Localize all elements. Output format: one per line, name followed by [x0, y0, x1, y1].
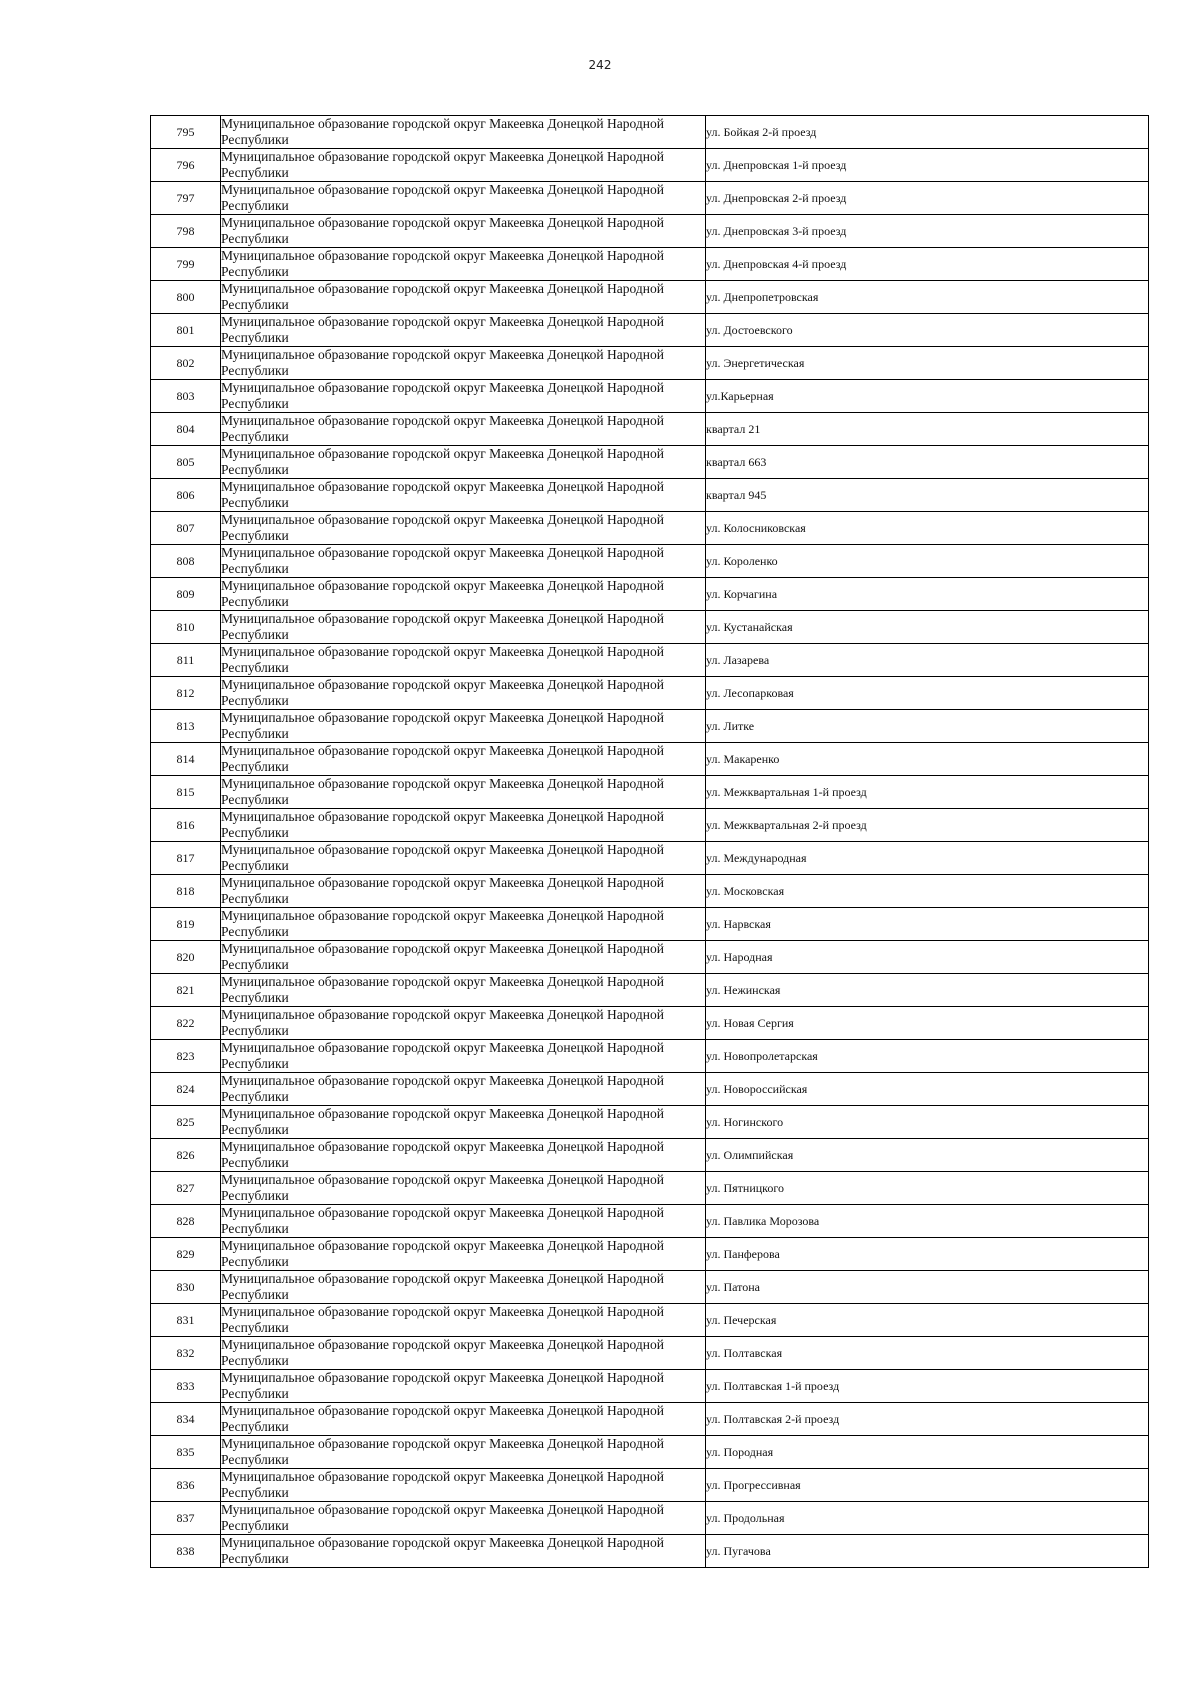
municipality-cell: Муниципальное образование городской округ Макеевка Донецкой Народной Республики	[221, 215, 706, 248]
row-number: 801	[151, 314, 221, 347]
row-number: 833	[151, 1370, 221, 1403]
table-row	[151, 908, 1149, 941]
municipality-cell: Муниципальное образование городской округ Макеевка Донецкой Народной Республики	[221, 314, 706, 347]
municipality-cell: Муниципальное образование городской округ Макеевка Донецкой Народной Республики	[221, 644, 706, 677]
row-number: 834	[151, 1403, 221, 1436]
table-row	[151, 1139, 1149, 1172]
table-row	[151, 578, 1149, 611]
municipality-cell: Муниципальное образование городской округ Макеевка Донецкой Народной Республики	[221, 182, 706, 215]
table-row	[151, 644, 1149, 677]
table-row	[151, 809, 1149, 842]
row-number: 822	[151, 1007, 221, 1040]
row-number: 831	[151, 1304, 221, 1337]
municipality-cell: Муниципальное образование городской округ Макеевка Донецкой Народной Республики	[221, 1007, 706, 1040]
street-cell: квартал 945	[706, 479, 1149, 512]
municipality-cell: Муниципальное образование городской округ Макеевка Донецкой Народной Республики	[221, 1370, 706, 1403]
municipality-cell: Муниципальное образование городской округ Макеевка Донецкой Народной Республики	[221, 941, 706, 974]
row-number: 815	[151, 776, 221, 809]
row-number: 807	[151, 512, 221, 545]
row-number: 817	[151, 842, 221, 875]
row-number: 819	[151, 908, 221, 941]
row-number: 797	[151, 182, 221, 215]
table-row	[151, 1172, 1149, 1205]
street-cell: ул. Международная	[706, 842, 1149, 875]
municipality-cell: Муниципальное образование городской округ Макеевка Донецкой Народной Республики	[221, 1073, 706, 1106]
street-cell: ул. Новороссийская	[706, 1073, 1149, 1106]
street-cell: ул.Карьерная	[706, 380, 1149, 413]
table-row	[151, 1205, 1149, 1238]
street-cell: ул. Корчагина	[706, 578, 1149, 611]
row-number: 838	[151, 1535, 221, 1568]
row-number: 814	[151, 743, 221, 776]
table-row	[151, 875, 1149, 908]
street-cell: квартал 663	[706, 446, 1149, 479]
table-row	[151, 215, 1149, 248]
table-row	[151, 281, 1149, 314]
row-number: 799	[151, 248, 221, 281]
street-cell: ул. Днепровская 2-й проезд	[706, 182, 1149, 215]
municipality-cell: Муниципальное образование городской округ Макеевка Донецкой Народной Республики	[221, 446, 706, 479]
table-row	[151, 1535, 1149, 1568]
street-cell: ул. Пугачова	[706, 1535, 1149, 1568]
table-row	[151, 611, 1149, 644]
row-number: 826	[151, 1139, 221, 1172]
row-number: 811	[151, 644, 221, 677]
municipality-cell: Муниципальное образование городской округ Макеевка Донецкой Народной Республики	[221, 149, 706, 182]
municipality-cell: Муниципальное образование городской округ Макеевка Донецкой Народной Республики	[221, 1205, 706, 1238]
municipality-cell: Муниципальное образование городской округ Макеевка Донецкой Народной Республики	[221, 908, 706, 941]
street-cell: ул. Лесопарковая	[706, 677, 1149, 710]
street-cell: ул. Достоевского	[706, 314, 1149, 347]
row-number: 809	[151, 578, 221, 611]
row-number: 825	[151, 1106, 221, 1139]
table-row	[151, 149, 1149, 182]
street-cell: ул. Полтавская	[706, 1337, 1149, 1370]
table-row	[151, 446, 1149, 479]
street-cell: ул. Нарвская	[706, 908, 1149, 941]
street-cell: ул. Народная	[706, 941, 1149, 974]
table-row	[151, 1337, 1149, 1370]
table-row	[151, 1073, 1149, 1106]
table-row	[151, 710, 1149, 743]
municipality-cell: Муниципальное образование городской округ Макеевка Донецкой Народной Республики	[221, 974, 706, 1007]
row-number: 824	[151, 1073, 221, 1106]
row-number: 812	[151, 677, 221, 710]
row-number: 813	[151, 710, 221, 743]
street-cell: ул. Лазарева	[706, 644, 1149, 677]
street-cell: ул. Пятницкого	[706, 1172, 1149, 1205]
street-cell: ул. Нежинская	[706, 974, 1149, 1007]
table-row	[151, 1040, 1149, 1073]
street-cell: ул. Литке	[706, 710, 1149, 743]
municipality-cell: Муниципальное образование городской округ Макеевка Донецкой Народной Республики	[221, 248, 706, 281]
street-cell: ул. Полтавская 2-й проезд	[706, 1403, 1149, 1436]
row-number: 816	[151, 809, 221, 842]
municipality-cell: Муниципальное образование городской округ Макеевка Донецкой Народной Республики	[221, 1172, 706, 1205]
row-number: 821	[151, 974, 221, 1007]
municipality-cell: Муниципальное образование городской округ Макеевка Донецкой Народной Республики	[221, 1271, 706, 1304]
municipality-cell: Муниципальное образование городской округ Макеевка Донецкой Народной Республики	[221, 743, 706, 776]
table-row	[151, 1370, 1149, 1403]
street-cell: ул. Энергетическая	[706, 347, 1149, 380]
street-cell: ул. Павлика Морозова	[706, 1205, 1149, 1238]
municipality-cell: Муниципальное образование городской округ Макеевка Донецкой Народной Республики	[221, 1502, 706, 1535]
street-cell: ул. Днепровская 4-й проезд	[706, 248, 1149, 281]
municipality-cell: Муниципальное образование городской округ Макеевка Донецкой Народной Республики	[221, 281, 706, 314]
street-cell: ул. Московская	[706, 875, 1149, 908]
table-row	[151, 116, 1149, 149]
table-row	[151, 314, 1149, 347]
row-number: 810	[151, 611, 221, 644]
street-cell: ул. Олимпийская	[706, 1139, 1149, 1172]
row-number: 804	[151, 413, 221, 446]
table-row	[151, 1106, 1149, 1139]
street-cell: ул. Днепровская 3-й проезд	[706, 215, 1149, 248]
table-row	[151, 776, 1149, 809]
row-number: 806	[151, 479, 221, 512]
table-row	[151, 248, 1149, 281]
table-row	[151, 1502, 1149, 1535]
table-row	[151, 413, 1149, 446]
table-row	[151, 512, 1149, 545]
municipality-cell: Муниципальное образование городской округ Макеевка Донецкой Народной Республики	[221, 1304, 706, 1337]
street-cell: ул. Печерская	[706, 1304, 1149, 1337]
table-row	[151, 1469, 1149, 1502]
municipality-cell: Муниципальное образование городской округ Макеевка Донецкой Народной Республики	[221, 677, 706, 710]
municipality-cell: Муниципальное образование городской округ Макеевка Донецкой Народной Республики	[221, 611, 706, 644]
municipality-cell: Муниципальное образование городской округ Макеевка Донецкой Народной Республики	[221, 1337, 706, 1370]
street-cell: ул. Бойкая 2-й проезд	[706, 116, 1149, 149]
page-number: 242	[588, 58, 612, 72]
row-number: 800	[151, 281, 221, 314]
municipality-cell: Муниципальное образование городской округ Макеевка Донецкой Народной Республики	[221, 116, 706, 149]
row-number: 835	[151, 1436, 221, 1469]
table-row	[151, 1271, 1149, 1304]
municipality-cell: Муниципальное образование городской округ Макеевка Донецкой Народной Республики	[221, 710, 706, 743]
street-registry-table	[150, 115, 1149, 1568]
row-number: 818	[151, 875, 221, 908]
street-cell: ул. Межквартальная 1-й проезд	[706, 776, 1149, 809]
municipality-cell: Муниципальное образование городской округ Макеевка Донецкой Народной Республики	[221, 380, 706, 413]
row-number: 798	[151, 215, 221, 248]
row-number: 837	[151, 1502, 221, 1535]
row-number: 808	[151, 545, 221, 578]
table-body	[151, 116, 1149, 1568]
table-row	[151, 380, 1149, 413]
table-row	[151, 677, 1149, 710]
row-number: 832	[151, 1337, 221, 1370]
row-number: 829	[151, 1238, 221, 1271]
street-cell: ул. Новая Сергия	[706, 1007, 1149, 1040]
row-number: 836	[151, 1469, 221, 1502]
row-number: 803	[151, 380, 221, 413]
municipality-cell: Муниципальное образование городской округ Макеевка Донецкой Народной Республики	[221, 1403, 706, 1436]
municipality-cell: Муниципальное образование городской округ Макеевка Донецкой Народной Республики	[221, 413, 706, 446]
row-number: 827	[151, 1172, 221, 1205]
row-number: 830	[151, 1271, 221, 1304]
street-cell: ул. Продольная	[706, 1502, 1149, 1535]
municipality-cell: Муниципальное образование городской округ Макеевка Донецкой Народной Республики	[221, 1139, 706, 1172]
table-row	[151, 941, 1149, 974]
row-number: 795	[151, 116, 221, 149]
table-row	[151, 1238, 1149, 1271]
municipality-cell: Муниципальное образование городской округ Макеевка Донецкой Народной Республики	[221, 1436, 706, 1469]
street-cell: ул. Панферова	[706, 1238, 1149, 1271]
street-cell: ул. Межквартальная 2-й проезд	[706, 809, 1149, 842]
municipality-cell: Муниципальное образование городской округ Макеевка Донецкой Народной Республики	[221, 347, 706, 380]
street-cell: ул. Породная	[706, 1436, 1149, 1469]
table-row	[151, 743, 1149, 776]
table-row	[151, 545, 1149, 578]
row-number: 823	[151, 1040, 221, 1073]
street-cell: квартал 21	[706, 413, 1149, 446]
municipality-cell: Муниципальное образование городской округ Макеевка Донецкой Народной Республики	[221, 809, 706, 842]
row-number: 820	[151, 941, 221, 974]
table-row	[151, 182, 1149, 215]
table-row	[151, 842, 1149, 875]
street-cell: ул. Прогрессивная	[706, 1469, 1149, 1502]
street-cell: ул. Макаренко	[706, 743, 1149, 776]
municipality-cell: Муниципальное образование городской округ Макеевка Донецкой Народной Республики	[221, 1469, 706, 1502]
street-cell: ул. Колосниковская	[706, 512, 1149, 545]
street-cell: ул. Днепровская 1-й проезд	[706, 149, 1149, 182]
table-row	[151, 1403, 1149, 1436]
street-cell: ул. Новопролетарская	[706, 1040, 1149, 1073]
row-number: 796	[151, 149, 221, 182]
municipality-cell: Муниципальное образование городской округ Макеевка Донецкой Народной Республики	[221, 479, 706, 512]
street-cell: ул. Ногинского	[706, 1106, 1149, 1139]
row-number: 802	[151, 347, 221, 380]
municipality-cell: Муниципальное образование городской округ Макеевка Донецкой Народной Республики	[221, 776, 706, 809]
municipality-cell: Муниципальное образование городской округ Макеевка Донецкой Народной Республики	[221, 1238, 706, 1271]
street-cell: ул. Патона	[706, 1271, 1149, 1304]
street-cell: ул. Короленко	[706, 545, 1149, 578]
table-row	[151, 1304, 1149, 1337]
street-cell: ул. Полтавская 1-й проезд	[706, 1370, 1149, 1403]
municipality-cell: Муниципальное образование городской округ Макеевка Донецкой Народной Республики	[221, 578, 706, 611]
table-row	[151, 347, 1149, 380]
municipality-cell: Муниципальное образование городской округ Макеевка Донецкой Народной Республики	[221, 842, 706, 875]
row-number: 828	[151, 1205, 221, 1238]
municipality-cell: Муниципальное образование городской округ Макеевка Донецкой Народной Республики	[221, 545, 706, 578]
table-row	[151, 974, 1149, 1007]
table-row	[151, 479, 1149, 512]
municipality-cell: Муниципальное образование городской округ Макеевка Донецкой Народной Республики	[221, 1040, 706, 1073]
row-number: 805	[151, 446, 221, 479]
municipality-cell: Муниципальное образование городской округ Макеевка Донецкой Народной Республики	[221, 1106, 706, 1139]
street-cell: ул. Кустанайская	[706, 611, 1149, 644]
municipality-cell: Муниципальное образование городской округ Макеевка Донецкой Народной Республики	[221, 512, 706, 545]
street-cell: ул. Днепропетровская	[706, 281, 1149, 314]
table-row	[151, 1007, 1149, 1040]
municipality-cell: Муниципальное образование городской округ Макеевка Донецкой Народной Республики	[221, 875, 706, 908]
municipality-cell: Муниципальное образование городской округ Макеевка Донецкой Народной Республики	[221, 1535, 706, 1568]
table-row	[151, 1436, 1149, 1469]
